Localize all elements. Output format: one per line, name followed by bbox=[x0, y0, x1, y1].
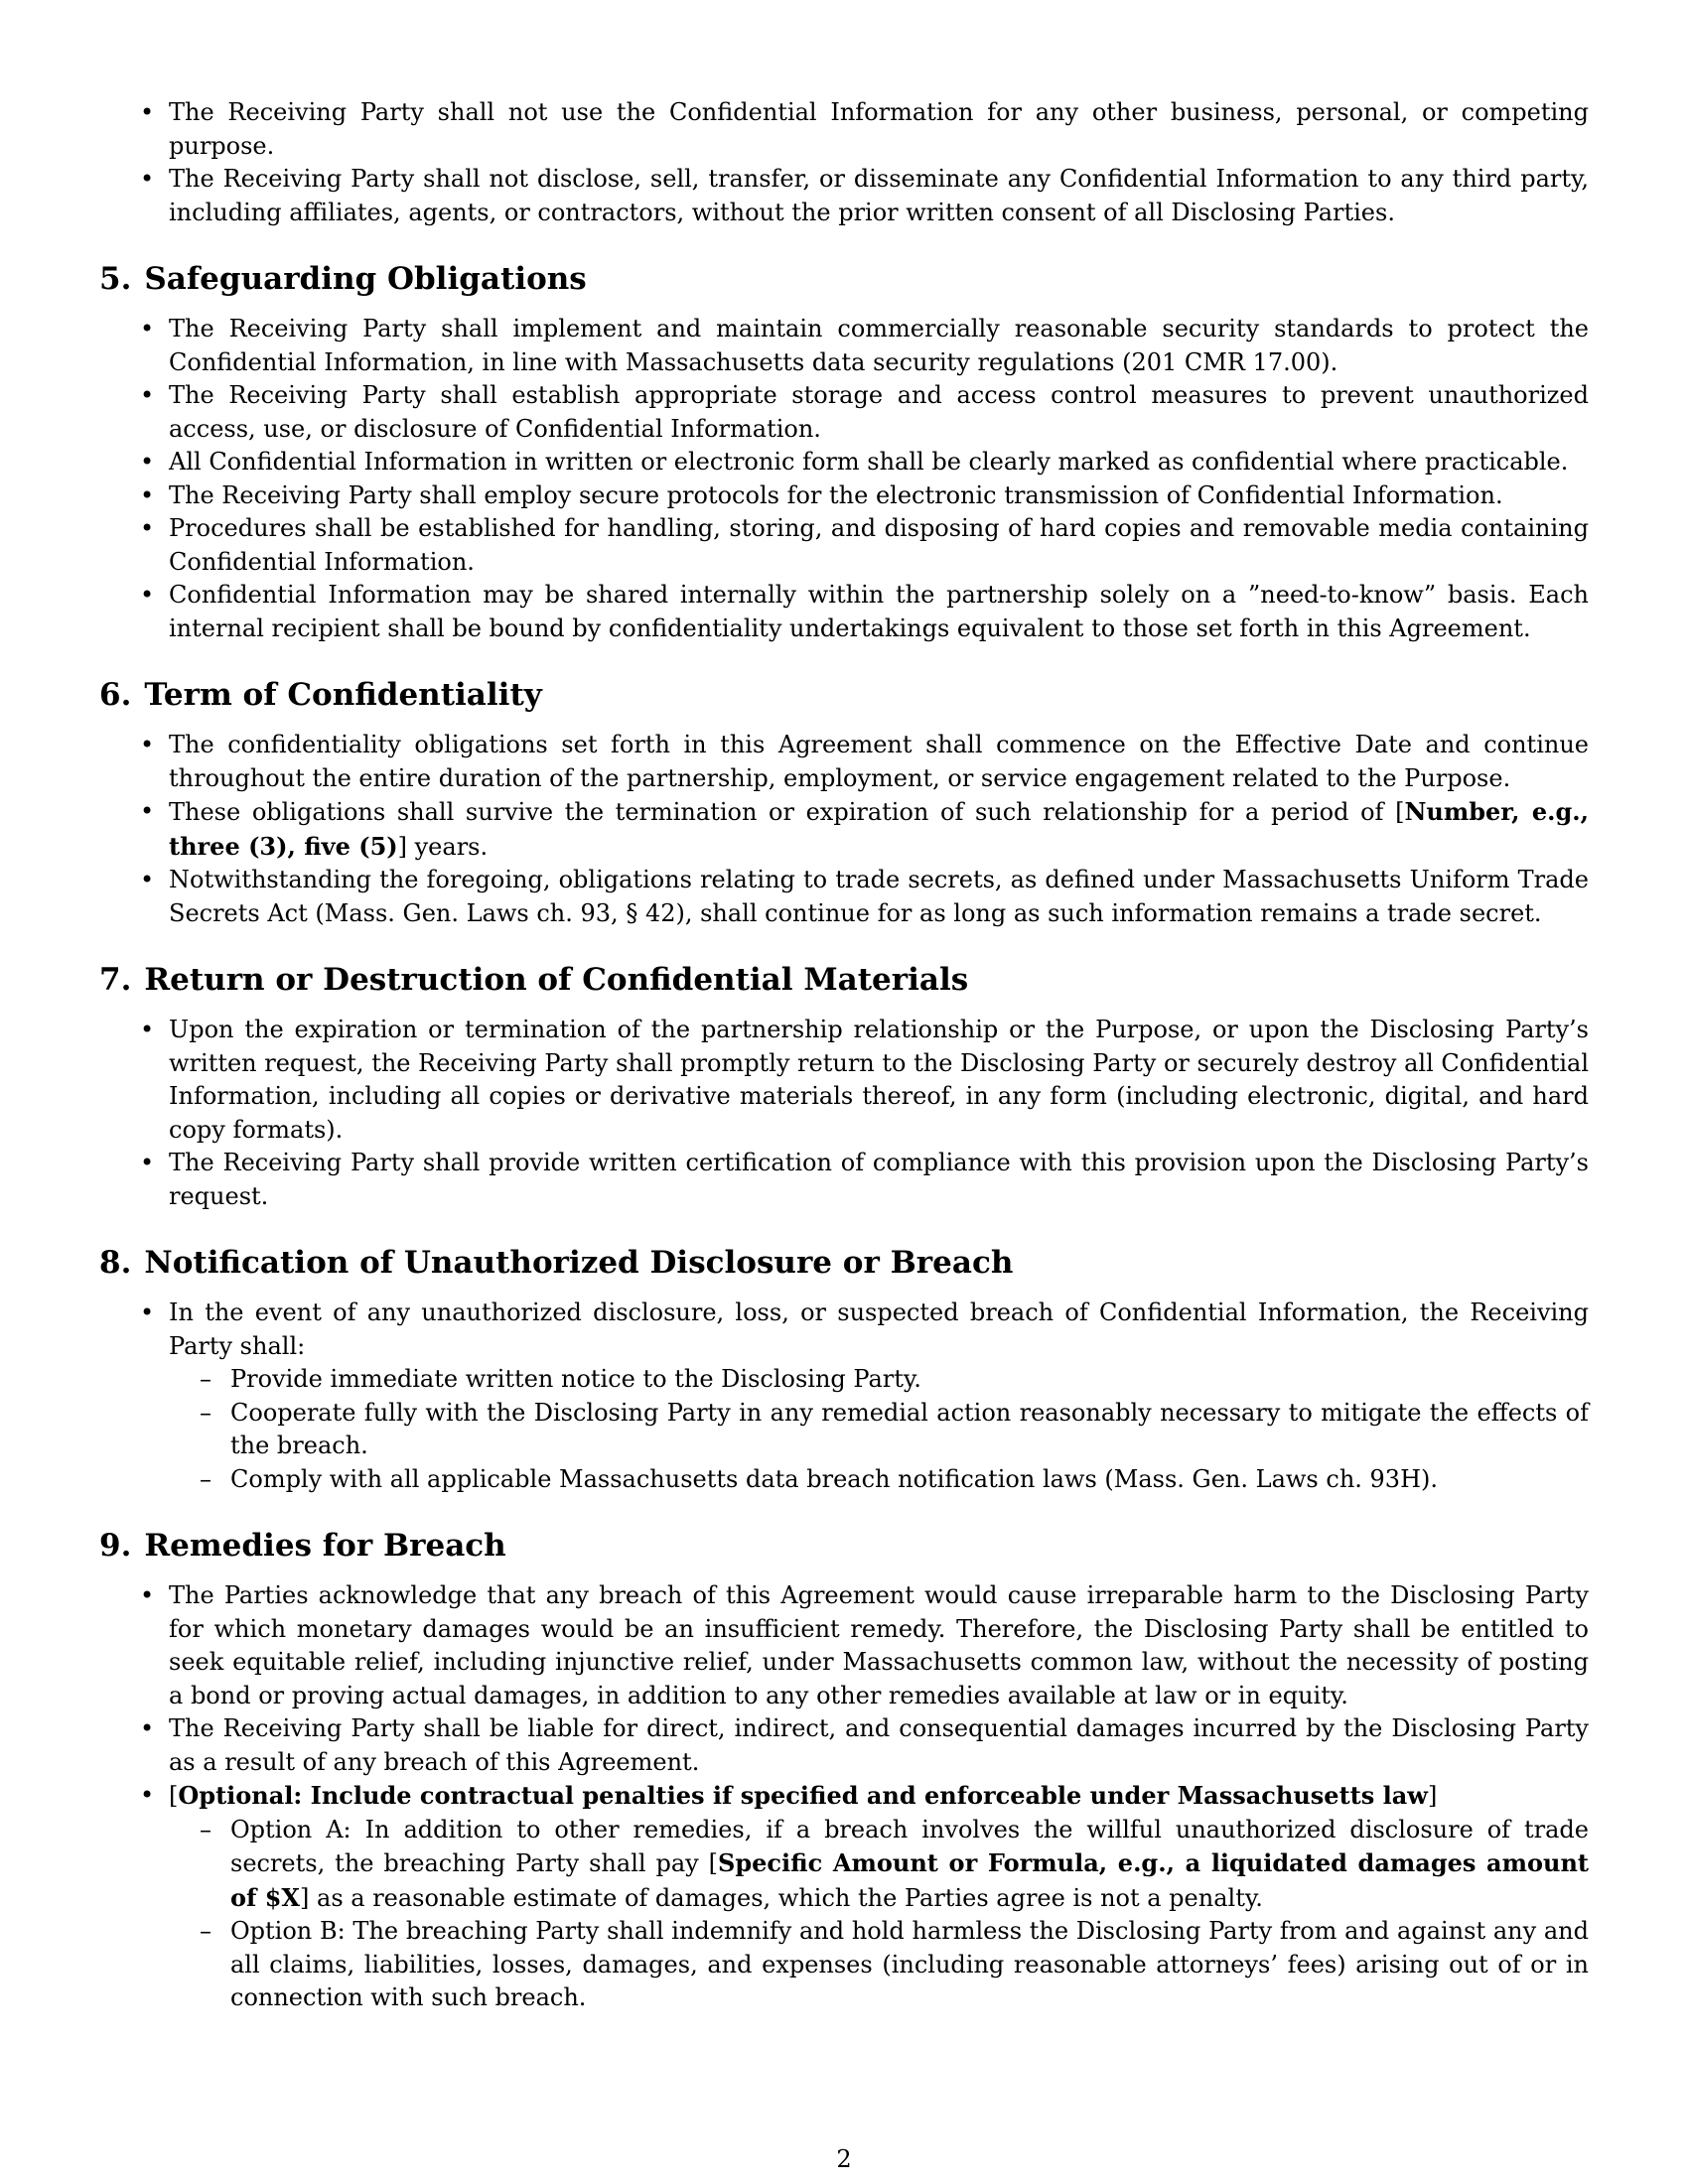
section-title: Return or Destruction of Confidential Materials bbox=[144, 962, 969, 998]
text-run: ] as a reasonable estimate of damages, which the Parties agree is not a penalty. bbox=[300, 1883, 1263, 1912]
section-title: Safeguarding Obligations bbox=[144, 261, 587, 297]
placeholder-term: Specific Amount or Formula, e.g., a liquidated damages amount of $X bbox=[230, 1848, 1589, 1912]
sub-list-item: – Cooperate fully with the Disclosing Party in any remedial action reasonably necessary to mitigate the effects of the breach. bbox=[230, 1397, 1589, 1463]
list-item: • The Receiving Party shall not disclose, sell, transfer, or disseminate any Confidential Information to any third party, including affiliates, agents, or contractors, without the prior written consent of all Disclosing Parties. bbox=[169, 163, 1589, 229]
page-number: 2 bbox=[836, 2145, 852, 2173]
sub-list-item: – Comply with all applicable Massachusetts data breach notification laws (Mass. Gen. Laws ch. 93H). bbox=[230, 1463, 1589, 1497]
section-5 bbox=[99, 259, 1589, 645]
list-item bbox=[169, 1779, 1589, 2015]
section-number: 6. bbox=[99, 677, 132, 713]
placeholder-term: Optional: Include contractual penalties if specified and enforceable under Massachusetts law bbox=[178, 1781, 1428, 1810]
section-heading bbox=[99, 1526, 1589, 1566]
list-item: • The Receiving Party shall implement and maintain commercially reasonable security standards to protect the Confidential Information, in line with Massachusetts data security regulations (201 CMR 17.00). bbox=[169, 313, 1589, 379]
list-item: • Notwithstanding the foregoing, obligations relating to trade secrets, as defined under Massachusetts Uniform Trade Secrets Act (Mass. Gen. Laws ch. 93, § 42), shall continue for as long as such information remains a trade secret. bbox=[169, 864, 1589, 930]
placeholder-term: Number, e.g., three (3), five (5) bbox=[169, 797, 1589, 861]
section-number: 8. bbox=[99, 1245, 132, 1281]
section-number: 5. bbox=[99, 261, 132, 297]
list-item: • The Parties acknowledge that any breach of this Agreement would cause irreparable harm to the Disclosing Party for which monetary damages would be an insufficient remedy. Therefore, the Disclosing Party shall be entitled to seek equitable relief, including injunctive relief, under Massachusetts common law, without the necessity of posting a bond or proving actual damages, in addition to any other remedies available at law or in equity. bbox=[169, 1579, 1589, 1712]
list-item: • The Receiving Party shall be liable for direct, indirect, and consequential damages incurred by the Disclosing Party as a result of any breach of this Agreement. bbox=[169, 1712, 1589, 1779]
list-item bbox=[169, 1297, 1589, 1496]
bullet-list bbox=[99, 1579, 1589, 2015]
sub-list-item bbox=[230, 1814, 1589, 1916]
list-item bbox=[169, 795, 1589, 864]
sub-list bbox=[169, 1363, 1589, 1496]
intro-bullet-list bbox=[99, 96, 1589, 229]
sub-list-item: – Provide immediate written notice to the Disclosing Party. bbox=[230, 1363, 1589, 1397]
list-item: • The Receiving Party shall employ secure protocols for the electronic transmission of Confidential Information. bbox=[169, 479, 1589, 513]
text-run: These obligations shall survive the termination or expiration of such relationship for a period of [ bbox=[169, 798, 1405, 826]
text-run: In the event of any unauthorized disclosure, loss, or suspected breach of Confidential Information, the Receiving Party shall: bbox=[169, 1298, 1589, 1360]
section-number: 9. bbox=[99, 1528, 132, 1564]
section-heading bbox=[99, 1243, 1589, 1283]
section-6 bbox=[99, 675, 1589, 930]
section-heading bbox=[99, 675, 1589, 715]
text-run: ] bbox=[1427, 1782, 1438, 1810]
list-item: • Confidential Information may be shared internally within the partnership solely on a ”need-to-know” basis. Each internal recipient shall be bound by confidentiality undertakings equivalent to those set forth in this Agreement. bbox=[169, 579, 1589, 645]
bullet-list bbox=[99, 1297, 1589, 1496]
text-run: Option A: In addition to other remedies, if a breach involves the willful unauthorized disclosure of trade secrets, the breaching Party shall pay [ bbox=[230, 1815, 1589, 1877]
list-item: • The Receiving Party shall establish appropriate storage and access control measures to prevent unauthorized access, use, or disclosure of Confidential Information. bbox=[169, 379, 1589, 446]
section-title: Remedies for Breach bbox=[144, 1528, 506, 1564]
section-heading bbox=[99, 960, 1589, 1000]
section-9 bbox=[99, 1526, 1589, 2015]
bullet-list bbox=[99, 313, 1589, 645]
section-7 bbox=[99, 960, 1589, 1213]
sub-list-item: – Option B: The breaching Party shall indemnify and hold harmless the Disclosing Party from and against any and all claims, liabilities, losses, damages, and expenses (including reasonable attorneys’ fees) arising out of or in connection with such breach. bbox=[230, 1915, 1589, 2015]
list-item: • All Confidential Information in written or electronic form shall be clearly marked as confidential where practicable. bbox=[169, 446, 1589, 479]
section-heading bbox=[99, 259, 1589, 299]
list-item: • The Receiving Party shall provide written certification of compliance with this provision upon the Disclosing Party’s request. bbox=[169, 1147, 1589, 1213]
document-page bbox=[99, 96, 1589, 2015]
bullet-list bbox=[99, 729, 1589, 930]
section-8 bbox=[99, 1243, 1589, 1496]
list-item: • Upon the expiration or termination of the partnership relationship or the Purpose, or upon the Disclosing Party’s written request, the Receiving Party shall promptly return to the Disclosing Party or securely destroy all Confidential Information, including all copies or derivative materials thereof, in any form (including electronic, digital, and hard copy formats). bbox=[169, 1014, 1589, 1147]
list-item: • The confidentiality obligations set forth in this Agreement shall commence on the Effective Date and continue throughout the entire duration of the partnership, employment, or service engagement related to the Purpose. bbox=[169, 729, 1589, 795]
text-run: ] years. bbox=[397, 832, 489, 861]
section-number: 7. bbox=[99, 962, 132, 998]
sub-list bbox=[169, 1814, 1589, 2015]
section-title: Term of Confidentiality bbox=[144, 677, 542, 713]
bullet-list bbox=[99, 1014, 1589, 1213]
text-run: [ bbox=[169, 1782, 179, 1810]
list-item: • Procedures shall be established for handling, storing, and disposing of hard copies and removable media containing Confidential Information. bbox=[169, 512, 1589, 579]
section-title: Notification of Unauthorized Disclosure or Breach bbox=[144, 1245, 1014, 1281]
list-item: • The Receiving Party shall not use the Confidential Information for any other business, personal, or competing purpose. bbox=[169, 96, 1589, 163]
